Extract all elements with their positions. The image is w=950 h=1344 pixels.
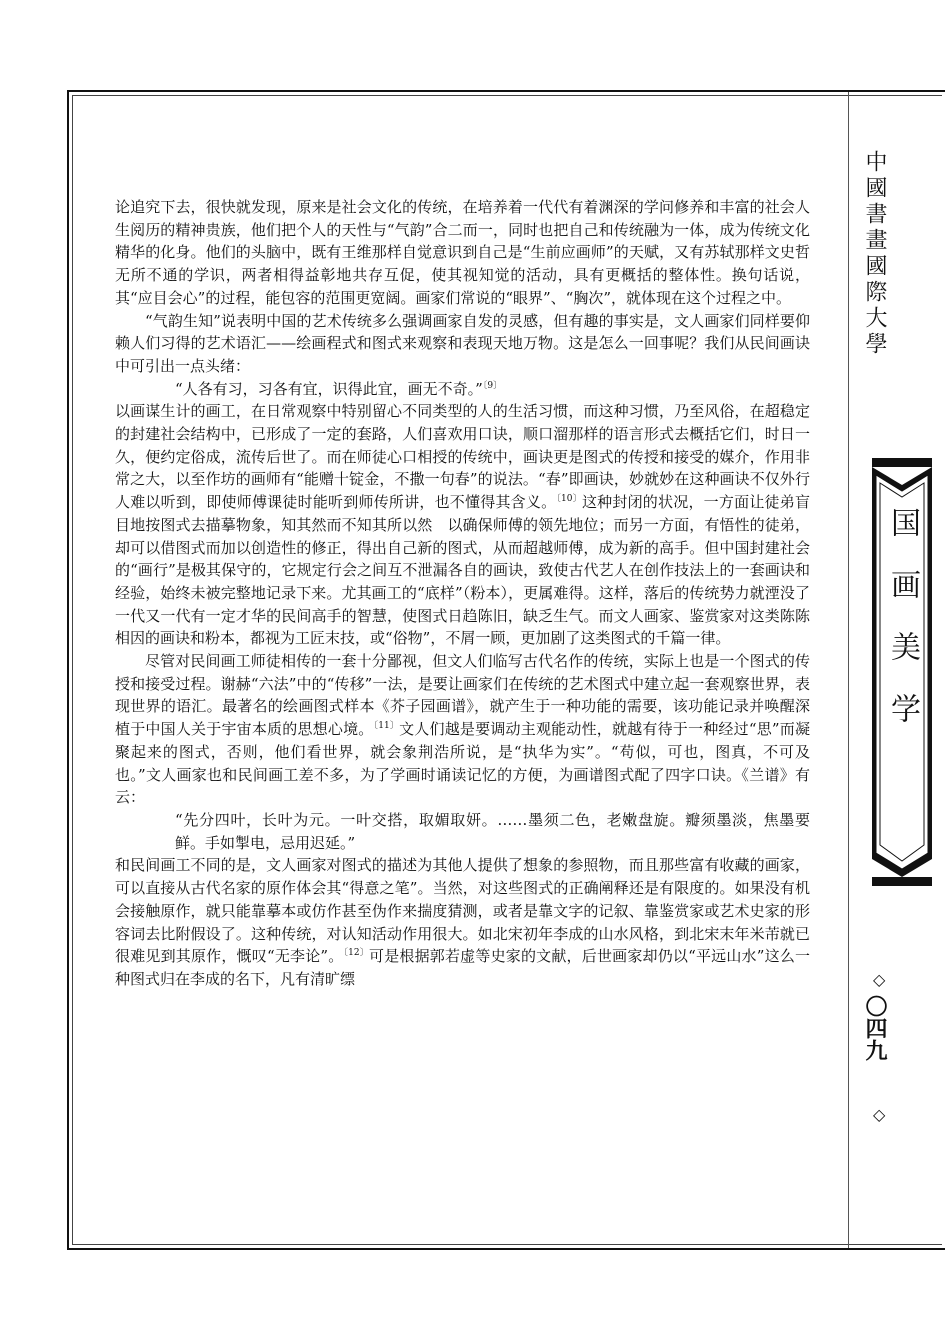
paragraph: “气韵生知”说表明中国的艺术传统多么强调画家自发的灵感，但有趣的事实是，文人画家们同样要仰赖人们习得的艺术语汇——绘画程式和图式来观察和表现天地万物。这是怎么一回事呢？我们从民间画诀中可引出一点头绪： bbox=[115, 311, 810, 375]
university-title: 中國書畫國際大學 bbox=[862, 150, 887, 358]
body-text bbox=[115, 196, 810, 991]
quotation: “先分四叶，长叶为元。一叶交搭，取媚取妍。……墨须二色，老嫩盘旋。瓣须墨淡，焦墨要鲜。手如掣电，忌用迟延。” bbox=[175, 810, 810, 852]
paragraph: 论追究下去，很快就发现，原来是社会文化的传统，在培养着一代代有着渊深的学问修养和丰富的社会人生阅历的精神贵族，他们把个人的天性与“气韵”合二而一，同时也把自己和传统融为一体，成为传统文化精华的化身。他们的头脑中，既有王维那样自觉意识到自己是“生前应画师”的天赋，又有苏轼那样文史哲无所不通的学识，两者相得益彰地共存互促，使其视知觉的活动，具有更概括的整体性。换句话说，其“应目会心”的过程，能包容的范围更宽阔。画家们常说的“眼界”、“胸次”，就体现在这个过程之中。 bbox=[115, 198, 810, 307]
section-title: 国画美学 bbox=[885, 507, 920, 755]
paragraph: 以画谋生计的画工，在日常观察中特别留心不同类型的人的生活习惯，而这种习惯，乃至风俗，在超稳定的封建社会结构中，已形成了一定的套路，人们喜欢用口诀，顺口溜那样的语言形式去概括它们，时日一久，便约定俗成，流传后世了。而在师徒心口相授的传统中，画诀更是图式的传授和接受的媒介，作用非常之大，以至作坊的画师有“能赠十锭金，不撒一句春”的说法。“春”即画诀，妙就妙在这种画诀不仅外行人难以听到，即使师傅课徒时能听到师传所讲，也不懂得其含义。$^{〔10〕}$这种封闭的状况，一方面让徒弟盲目地按图式去描摹物象，知其然而不知其所以然 以确保师傅的领先地位；而另一方面，有悟性的徒弟，却可以借图式而加以创造性的修正，得出自己新的图式，从而超越师傅，成为新的高手。但中国封建社会的“画行”是极其保守的，它规定行会之间互不泄漏各自的画诀，致使古代艺人在创作技法上的一套画诀和经验，始终未被完整地记录下来。尤其画工的“底样”（粉本），更属难得。这样，落后的传统势力就湮没了一代又一代有一定才华的民间高手的智慧，使图式日趋陈旧，缺乏生气。而文人画家、鉴赏家对这类陈陈相因的画诀和粉本，都视为工匠末技，或“俗物”，不屑一顾，更加剧了这类图式的千篇一律。 bbox=[115, 402, 810, 648]
footnote-ref: 〔11〕 bbox=[373, 721, 400, 732]
footnote-ref: 〔10〕 bbox=[556, 494, 582, 505]
page-number: 〇四九 bbox=[862, 995, 888, 1061]
section-tab bbox=[872, 467, 932, 877]
footnote-ref: 〔9〕 bbox=[482, 380, 503, 391]
tab-top-bar bbox=[872, 458, 932, 467]
footnote-ref: 〔12〕 bbox=[343, 948, 370, 959]
paragraph: 和民间画工不同的是，文人画家对图式的描述为其他人提供了想象的参照物，而且那些富有收藏的画家，可以直接从古代名家的原作体会其“得意之笔”。当然，对这些图式的正确阐释还是有限度的。如果没有机会接触原作，就只能靠摹本或仿作甚至伪作来揣度猜测，或者是靠文字的记叙、靠鉴赏家或艺术史家的形容词去比附假设了。这种传统，对认知活动作用很大。如北宋初年李成的山水风格，到北宋末年米芾就已很难见到其原作，慨叹“无李论”。$^{〔12〕}$可是根据郭若虚等史家的文献，后世画家却仍以“平远山水”这么一种图式归在李成的名下，凡有清旷缥 bbox=[115, 856, 811, 988]
side-divider bbox=[848, 92, 849, 1248]
diamond-icon-top: ◇ bbox=[873, 970, 886, 989]
quotation: “人各有习，习各有宜，识得此宜，画无不奇。”$^{〔9〕}$ bbox=[175, 379, 503, 398]
tab-bottom-bar bbox=[872, 877, 932, 886]
diamond-icon-bottom: ◇ bbox=[873, 1105, 886, 1124]
paragraph: 尽管对民间画工师徒相传的一套十分鄙视，但文人们临写古代名作的传统，实际上也是一个图式的传授和接受过程。谢赫“六法”中的“传移”一法，是要让画家们在传统的艺术图式中建立起一套观察世界，表现世界的语汇。最著名的绘画图式样本《芥子园画谱》，就产生于一种功能的需要，该功能记录并唤醒深植于中国人关于宇宙本质的思想心境。$^{〔11〕}$文人们越是要调动主观能动性，就越有待于一种经过“思”而凝聚起来的图式，否则，他们看世界，就会象荆浩所说，是“执华为实”。“苟似，可也，图真，不可及也。”文人画家也和民间画工差不多，为了学画时诵读记忆的方便，为画谱图式配了四字口诀。《兰谱》有云： bbox=[115, 652, 810, 807]
